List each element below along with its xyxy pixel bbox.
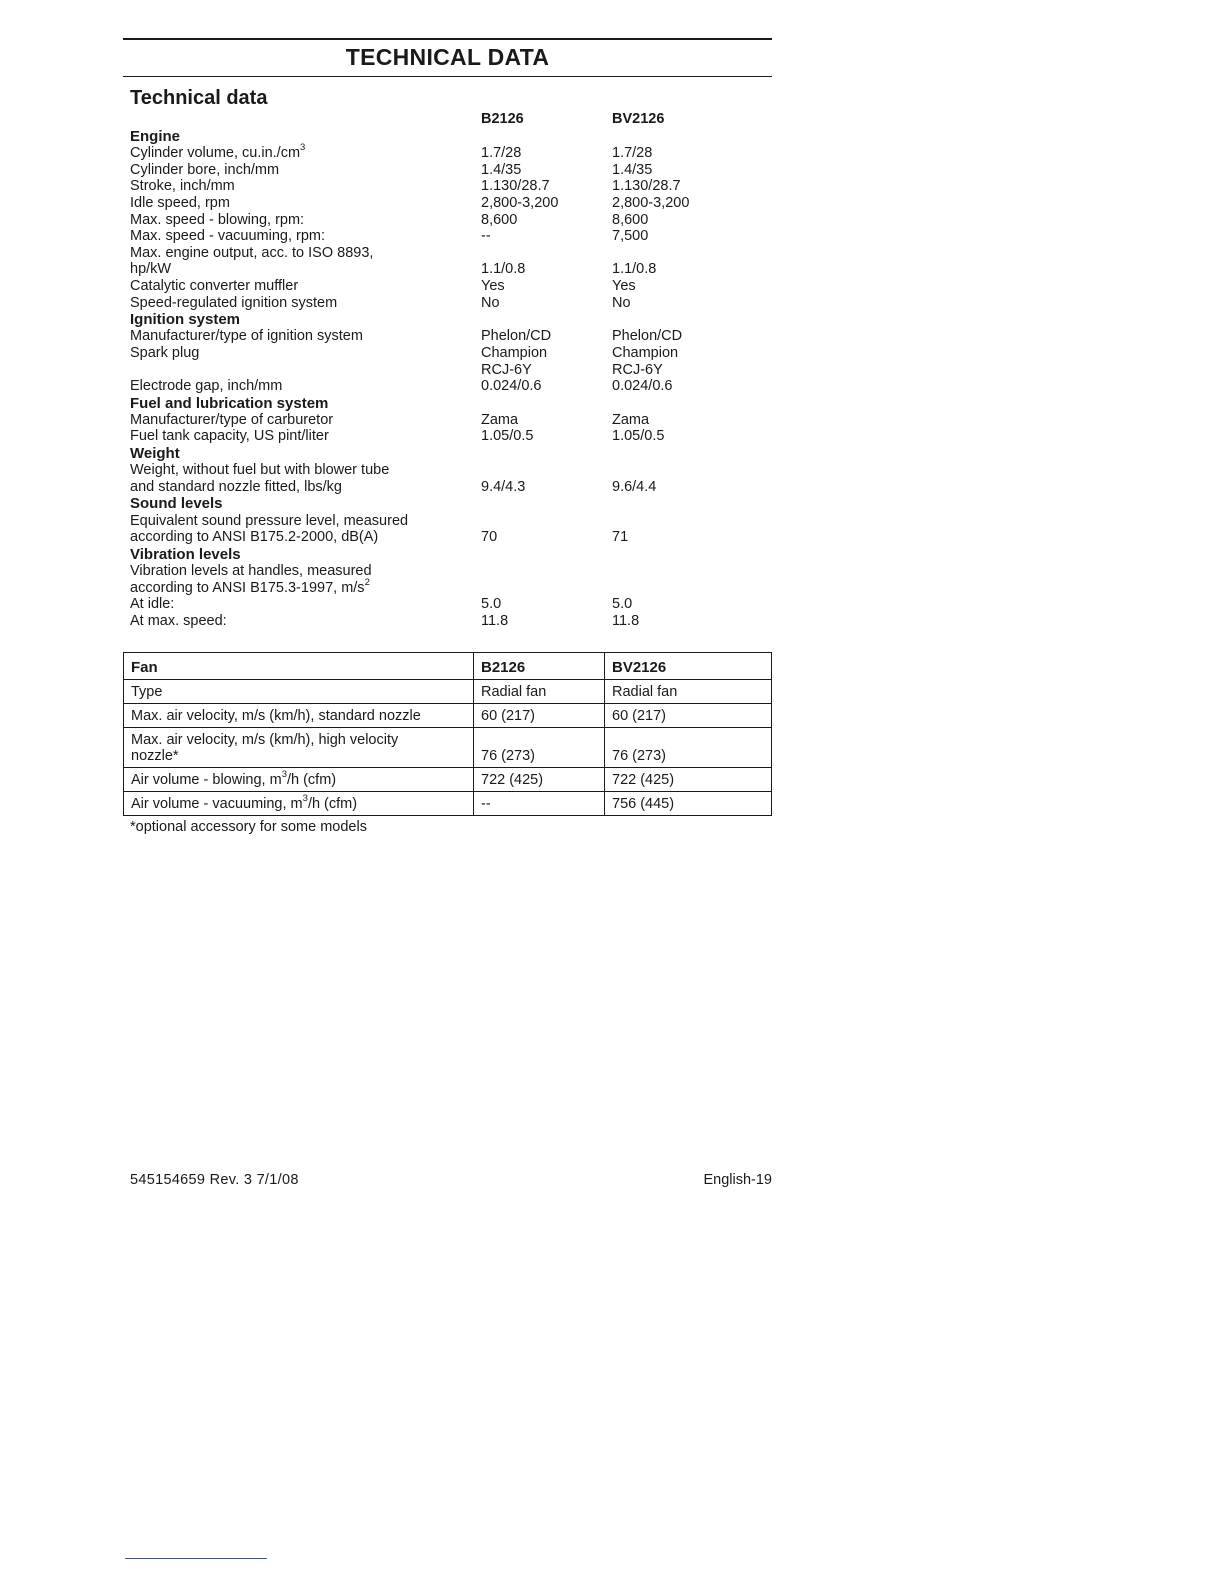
spec-value-bv2126: 1.7/28	[612, 145, 653, 162]
spec-label	[130, 328, 481, 345]
spec-value-b2126: Phelon/CD	[481, 328, 552, 345]
spec-label-text: Spark plug	[130, 344, 200, 361]
spec-row	[130, 178, 770, 195]
fan-header-cell: Fan	[124, 653, 474, 680]
spec-value-b2126: No	[481, 294, 500, 311]
spec-label	[130, 142, 481, 162]
spec-label	[130, 245, 481, 278]
spec-row	[130, 295, 770, 312]
spec-row	[130, 345, 770, 378]
spec-label	[130, 378, 481, 395]
spec-section-title: Engine	[130, 128, 181, 145]
spec-label	[130, 228, 481, 245]
fan-label-cell	[124, 680, 474, 704]
spec-label	[130, 295, 481, 312]
spec-row	[130, 212, 770, 229]
fan-table	[123, 652, 772, 816]
spec-row	[130, 513, 770, 546]
spec-value-bv2126: 5.0	[612, 596, 633, 613]
spec-label-text: Vibration levels at handles, measured according to ANSI B175.3-1997, m/s	[130, 563, 372, 596]
fan-table-row	[124, 792, 772, 816]
fan-value-bv2126: 76 (273)	[605, 728, 772, 768]
spec-label-text: Max. engine output, acc. to ISO 8893, hp/kW	[130, 244, 374, 278]
fan-value-bv2126: 722 (425)	[605, 768, 772, 792]
spec-row	[130, 613, 770, 630]
fan-label-cell	[124, 728, 474, 768]
spec-section	[130, 445, 770, 495]
spec-section	[130, 546, 770, 630]
spec-value-bv2126: Champion RCJ-6Y	[612, 344, 679, 378]
fan-value-b2126: 76 (273)	[474, 728, 605, 768]
spec-value-b2126: 1.7/28	[481, 145, 522, 162]
spec-label-text: Weight, without fuel but with blower tube and standard nozzle fitted, lbs/kg	[130, 462, 390, 495]
spec-section	[130, 311, 770, 395]
spec-label-text: Manufacturer/type of carburetor	[130, 411, 334, 428]
spec-label	[130, 345, 481, 362]
fan-value-bv2126: Radial fan	[605, 680, 772, 704]
spec-row	[130, 428, 770, 445]
spec-label-text: Type	[131, 684, 163, 700]
spec-value-b2126: 1.1/0.8	[481, 261, 526, 278]
spec-label-text: At idle:	[130, 596, 175, 613]
spec-value-b2126: 70	[481, 529, 498, 546]
fan-label-cell	[124, 768, 474, 792]
spec-value-b2126: 0.024/0.6	[481, 378, 542, 395]
spec-value-b2126: Zama	[481, 411, 519, 428]
spec-label-text: At max. speed:	[130, 612, 227, 629]
spec-row	[130, 328, 770, 345]
column-header-b2126: B2126	[481, 111, 524, 127]
spec-label-text: Cylinder bore, inch/mm	[130, 161, 280, 178]
fan-value-b2126: 60 (217)	[474, 704, 605, 728]
fan-table-row	[124, 704, 772, 728]
spec-label-text: Max. speed - blowing, rpm:	[130, 211, 305, 228]
spec-value-b2126: 1.05/0.5	[481, 428, 534, 445]
spec-list	[130, 128, 770, 629]
spec-value-b2126: 11.8	[481, 612, 509, 629]
fan-table-row	[124, 768, 772, 792]
bottom-rule	[125, 1558, 267, 1559]
spec-value-bv2126: 7,500	[612, 228, 649, 245]
spec-value-bv2126: Zama	[612, 411, 650, 428]
spec-row	[130, 162, 770, 179]
spec-label-text: Air volume - vacuuming, m	[131, 796, 303, 812]
spec-row	[130, 462, 770, 495]
spec-label-text: Catalytic converter muffler	[130, 277, 299, 294]
spec-label-text: Manufacturer/type of ignition system	[130, 328, 363, 345]
spec-section	[130, 128, 770, 311]
document-number: 545154659 Rev. 3 7/1/08	[130, 1172, 299, 1188]
spec-row	[130, 596, 770, 613]
spec-label-text: Air volume - blowing, m	[131, 772, 282, 788]
spec-value-b2126: 1.4/35	[481, 161, 522, 178]
spec-section	[130, 395, 770, 445]
spec-label-text: Electrode gap, inch/mm	[130, 378, 283, 395]
spec-label	[130, 428, 481, 445]
spec-row	[130, 563, 770, 596]
spec-value-b2126: 5.0	[481, 596, 502, 613]
title-rule	[123, 76, 772, 77]
spec-label	[130, 563, 481, 596]
spec-value-bv2126: Yes	[612, 277, 636, 294]
spec-row	[130, 278, 770, 295]
spec-label-suffix: /h (cfm)	[286, 772, 337, 788]
spec-label	[130, 613, 481, 630]
spec-label-text: Equivalent sound pressure level, measured according to ANSI B175.2-2000, dB(A)	[130, 512, 409, 546]
spec-value-bv2126: 1.130/28.7	[612, 178, 681, 195]
spec-section-title: Sound levels	[130, 495, 223, 513]
fan-value-bv2126: 60 (217)	[605, 704, 772, 728]
spec-section-title: Ignition system	[130, 311, 241, 329]
spec-label-text: Speed-regulated ignition system	[130, 294, 338, 311]
spec-value-b2126: 2,800-3,200	[481, 194, 559, 211]
page-title: TECHNICAL DATA	[345, 44, 550, 70]
superscript: 3	[302, 793, 308, 805]
spec-value-b2126: 1.130/28.7	[481, 178, 550, 195]
fan-table-header	[124, 653, 772, 680]
spec-label	[130, 278, 481, 295]
spec-label	[130, 513, 481, 546]
spec-value-bv2126: 71	[612, 529, 629, 546]
spec-row	[130, 412, 770, 429]
fan-value-b2126: --	[474, 792, 605, 816]
spec-section-title: Weight	[130, 445, 180, 463]
fan-value-bv2126: 756 (445)	[605, 792, 772, 816]
spec-label-suffix: /h (cfm)	[307, 796, 358, 812]
fan-header-cell: B2126	[474, 653, 605, 680]
spec-value-b2126: 8,600	[481, 211, 518, 228]
spec-label-text: Max. air velocity, m/s (km/h), high velocity nozzle*	[131, 732, 399, 764]
spec-row	[130, 378, 770, 395]
page-number: English-19	[703, 1172, 772, 1188]
section-subtitle: Technical data	[130, 87, 268, 109]
spec-value-b2126: Champion RCJ-6Y	[481, 344, 548, 378]
spec-value-bv2126: Phelon/CD	[612, 328, 683, 345]
spec-value-bv2126: 9.6/4.4	[612, 478, 657, 495]
fan-label-cell	[124, 792, 474, 816]
spec-value-b2126: Yes	[481, 277, 505, 294]
footnote: *optional accessory for some models	[130, 819, 367, 835]
spec-label	[130, 412, 481, 429]
spec-section-title: Vibration levels	[130, 545, 241, 563]
fan-value-b2126: Radial fan	[474, 680, 605, 704]
spec-label-text: Cylinder volume, cu.in./cm	[130, 145, 301, 162]
spec-label	[130, 212, 481, 229]
fan-table-row	[124, 680, 772, 704]
spec-row	[130, 195, 770, 212]
spec-label-text: Max. air velocity, m/s (km/h), standard nozzle	[131, 708, 421, 724]
superscript: 3	[300, 142, 306, 154]
spec-section-title: Fuel and lubrication system	[130, 394, 329, 412]
column-header-bv2126: BV2126	[612, 111, 665, 127]
spec-label	[130, 178, 481, 195]
spec-value-b2126: --	[481, 228, 491, 245]
spec-label-text: Idle speed, rpm	[130, 194, 230, 211]
spec-value-bv2126: 1.4/35	[612, 161, 653, 178]
spec-label	[130, 462, 481, 495]
spec-value-bv2126: 8,600	[612, 211, 649, 228]
spec-label	[130, 162, 481, 179]
spec-section	[130, 495, 770, 545]
top-rule	[123, 38, 772, 40]
spec-value-bv2126: 2,800-3,200	[612, 194, 690, 211]
fan-label-cell	[124, 704, 474, 728]
spec-value-bv2126: 11.8	[612, 612, 640, 629]
spec-label	[130, 195, 481, 212]
spec-value-bv2126: 1.05/0.5	[612, 428, 665, 445]
spec-value-bv2126: No	[612, 294, 631, 311]
superscript: 2	[364, 576, 370, 588]
spec-label-text: Stroke, inch/mm	[130, 178, 235, 195]
spec-row	[130, 142, 770, 162]
spec-label	[130, 596, 481, 613]
spec-value-bv2126: 0.024/0.6	[612, 378, 673, 395]
spec-value-b2126: 9.4/4.3	[481, 478, 526, 495]
superscript: 3	[281, 769, 287, 781]
fan-value-b2126: 722 (425)	[474, 768, 605, 792]
fan-table-row	[124, 728, 772, 768]
spec-value-bv2126: 1.1/0.8	[612, 261, 657, 278]
fan-header-cell: BV2126	[605, 653, 772, 680]
spec-label-text: Fuel tank capacity, US pint/liter	[130, 428, 329, 445]
spec-label-text: Max. speed - vacuuming, rpm:	[130, 228, 326, 245]
spec-row	[130, 245, 770, 278]
spec-row	[130, 228, 770, 245]
